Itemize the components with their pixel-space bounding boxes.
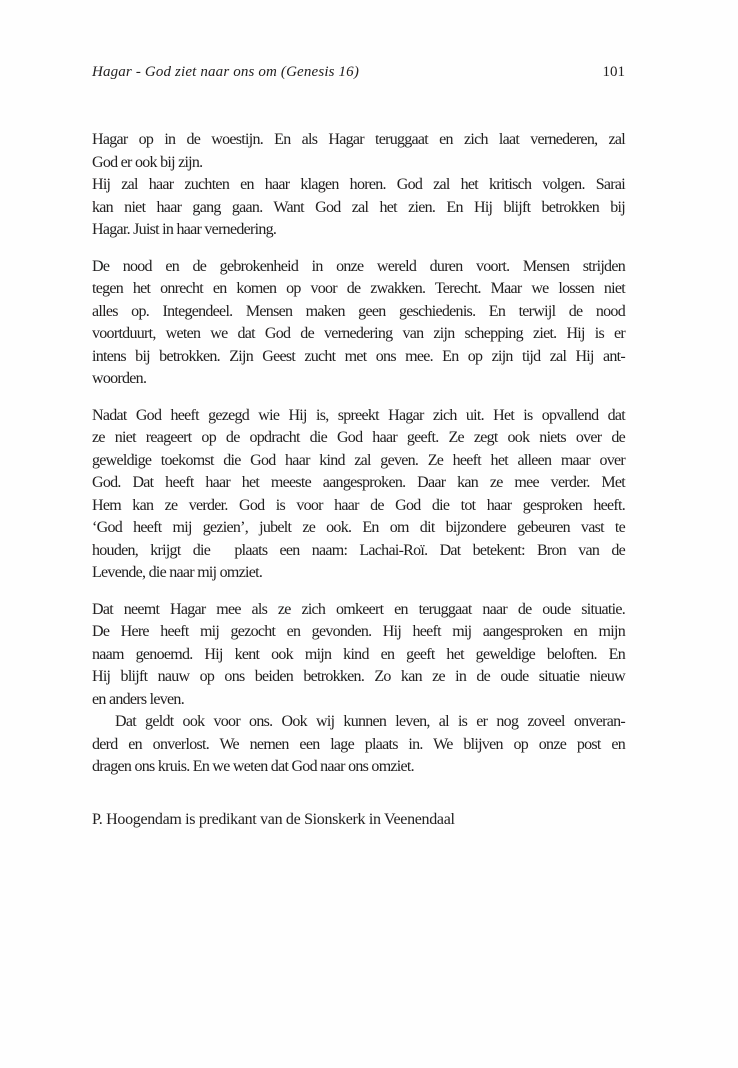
text-line: Hagar op in de woestijn. En als Hagar teruggaat en zich laat vernederen, zal: [92, 131, 625, 148]
paragraph: [92, 256, 625, 391]
text-line: God. Dat heeft haar het meeste aangesproken. Daar kan ze mee verder. Met: [92, 474, 625, 491]
text-line: kan niet haar gang gaan. Want God zal het zien. En Hij blijft betrokken bij: [92, 198, 625, 216]
text-line: ze niet reageert op de opdracht die God haar geeft. Ze zegt ook niets over de: [92, 429, 625, 446]
running-header-title: Hagar - God ziet naar ons om (Genesis 16): [92, 64, 359, 80]
text-line: naam genoemd. Hij kent ook mijn kind en geeft het geweldige beloften. En: [92, 645, 625, 663]
text-line: Hagar. Juist in haar vernedering.: [92, 221, 277, 238]
text-line: tegen het onrecht en komen op voor de zwakken. Terecht. Maar we lossen niet: [92, 280, 625, 297]
text-line: derd en onverlost. We nemen een lage plaats in. We blijven op onze post en: [92, 735, 625, 753]
paragraph: [92, 405, 625, 585]
text-line: alles op. Integendeel. Mensen maken geen geschiedenis. En terwijl de nood: [92, 302, 625, 320]
paragraph: [92, 599, 625, 712]
running-header: [92, 64, 625, 81]
text-line: ‘God heeft mij gezien’, jubelt ze ook. En om dit bijzondere gebeuren vast te: [92, 519, 625, 536]
page-number: 101: [602, 64, 625, 80]
text-line: intens bij betrokken. Zijn Geest zucht met ons mee. En op zijn tijd zal Hij ant-: [92, 347, 625, 365]
body-text: [92, 129, 625, 847]
text-line: Hij blijft nauw op ons beiden betrokken. Zo kan ze in de oude situatie nieuw: [92, 668, 625, 685]
text-line: God er ook bij zijn.: [92, 153, 203, 171]
text-line: geweldige toekomst die God haar kind zal geven. Ze heeft het alleen maar over: [92, 451, 625, 469]
text-line: voortduurt, weten we dat God de vernedering van zijn schepping ziet. Hij is er: [92, 325, 625, 342]
text-line: Hij zal haar zuchten en haar klagen horen. God zal het kritisch volgen. Sarai: [92, 176, 625, 193]
paragraph: [92, 129, 625, 174]
text-line: dragen ons kruis. En we weten dat God naar ons omziet.: [92, 758, 414, 775]
text-line: Dat geldt ook voor ons. Ook wij kunnen leven, al is er nog zoveel onveran-: [115, 713, 625, 730]
text-line: De nood en de gebrokenheid in onze wereld duren voort. Mensen strijden: [92, 257, 625, 275]
text-line: De Here heeft mij gezocht en gevonden. Hij heeft mij aangesproken en mijn: [92, 623, 625, 640]
text-line: Nadat God heeft gezegd wie Hij is, spreekt Hagar zich uit. Het is opvallend dat: [92, 406, 625, 424]
paragraph: [92, 174, 625, 242]
paragraph: [92, 711, 625, 779]
text-line: houden, krijgt die plaats een naam: Lachai-Roï. Dat betekent: Bron van de: [92, 541, 625, 559]
text-line: en anders leven.: [92, 690, 184, 708]
byline: P. Hoogendam is predikant van de Sionskerk in Veenendaal: [92, 810, 455, 828]
text-line: woorden.: [92, 370, 147, 387]
text-line: Levende, die naar mij omziet.: [92, 564, 263, 581]
text-line: Hem kan ze verder. God is voor haar de God die tot haar gesproken heeft.: [92, 496, 625, 514]
text-line: Dat neemt Hagar mee als ze zich omkeert en teruggaat naar de oude situatie.: [92, 600, 625, 618]
